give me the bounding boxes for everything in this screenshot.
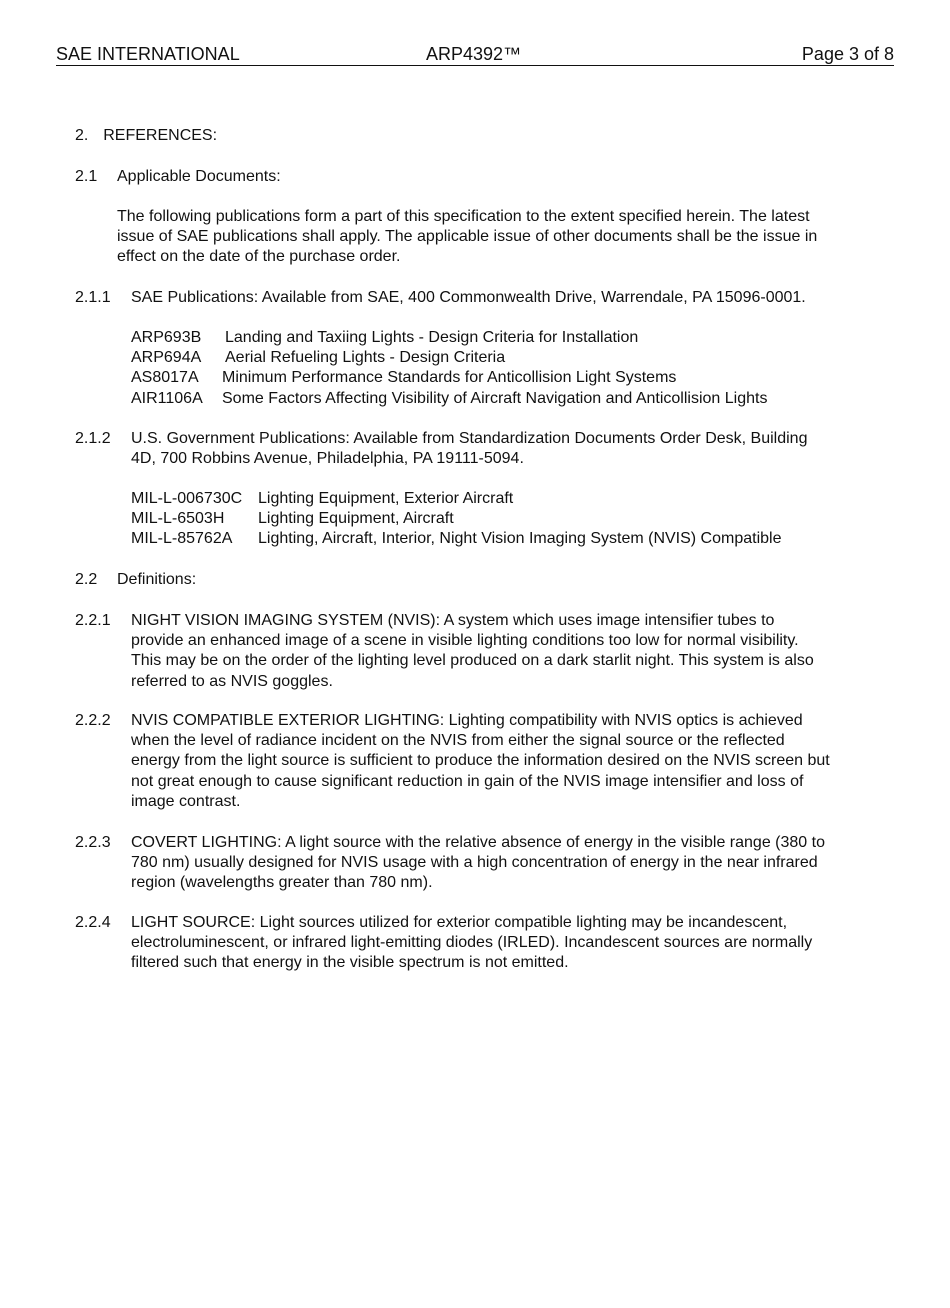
paragraph-line: NVIS COMPATIBLE EXTERIOR LIGHTING: Lighting compatibility with NVIS optics is achieved [131, 712, 803, 729]
paragraph-line: not great enough to cause significant reduction in gain of the NVIS image intensifier and loss of [131, 772, 804, 790]
reference-title: Minimum Performance Standards for Anticollision Light Systems [222, 369, 677, 387]
paragraph-line: COVERT LIGHTING: A light source with the relative absence of energy in the visible range (380 to [131, 834, 825, 851]
paragraph-line: issue of SAE publications shall apply. The applicable issue of other documents shall be the issue in [117, 228, 818, 246]
paragraph-line: provide an enhanced image of a scene in visible lighting conditions too low for normal visibility. [131, 632, 799, 650]
paragraph-line: NIGHT VISION IMAGING SYSTEM (NVIS): A system which uses image intensifier tubes to [131, 612, 775, 629]
paragraph-line: region (wavelengths greater than 780 nm). [131, 874, 433, 892]
section-2-2-title: Definitions: [117, 571, 197, 588]
reference-title: Landing and Taxiing Lights - Design Criteria for Installation [225, 329, 639, 346]
section-number: 2. [75, 127, 89, 144]
reference-code: ARP694A [131, 349, 202, 367]
government-reference-list [131, 489, 781, 550]
reference-code: ARP693B [131, 329, 202, 346]
reference-title: Lighting, Aircraft, Interior, Night Vision Imaging System (NVIS) Compatible [258, 530, 782, 548]
paragraph-line: U.S. Government Publications: Available from Standardization Documents Order Desk, Building [131, 430, 808, 447]
header-page-number: Page 3 of 8 [801, 44, 894, 64]
paragraph-line: The following publications form a part of this specification to the extent specified herein. The latest [117, 208, 810, 225]
section-2-2-3-number: 2.2.3 [75, 834, 111, 851]
paragraph-line: 4D, 700 Robbins Avenue, Philadelphia, PA 19111-5094. [131, 450, 524, 468]
reference-title: Lighting Equipment, Exterior Aircraft [258, 490, 514, 507]
paragraph-line: LIGHT SOURCE: Light sources utilized for exterior compatible lighting may be incandescent, [131, 914, 788, 931]
section-2-1-2-number: 2.1.2 [75, 430, 111, 447]
section-2-2-2-text [131, 711, 830, 812]
reference-code: AIR1106A [131, 389, 203, 407]
section-2-1-title: Applicable Documents: [117, 168, 281, 185]
paragraph-line: effect on the date of the purchase order. [117, 248, 401, 266]
reference-code: MIL-L-6503H [131, 510, 225, 528]
paragraph-line: This may be on the order of the lighting level produced on a dark starlit night. This system is also [131, 652, 814, 670]
section-2-2-3-text [131, 833, 825, 894]
page-header [56, 43, 894, 66]
section-2-1-2-text [131, 429, 807, 469]
header-organization: SAE INTERNATIONAL [56, 44, 240, 64]
paragraph-line: 780 nm) usually designed for NVIS usage with a high concentration of energy in the near infrared [131, 854, 818, 872]
paragraph-line: energy from the light source is sufficient to produce the information desired on the NVIS screen but [131, 752, 830, 770]
reference-item [131, 389, 767, 409]
reference-item [131, 368, 767, 388]
reference-title: Aerial Refueling Lights - Design Criteria [225, 349, 506, 367]
reference-item [131, 348, 767, 368]
reference-title: Lighting Equipment, Aircraft [258, 510, 454, 528]
section-2-1-1-text: SAE Publications: Available from SAE, 400 Commonwealth Drive, Warrendale, PA 15096-0001. [131, 289, 806, 306]
section-2-2-number: 2.2 [75, 571, 98, 588]
section-2-1-number: 2.1 [75, 168, 98, 185]
reference-item [131, 529, 781, 549]
reference-code: MIL-L-85762A [131, 530, 233, 548]
paragraph-line: filtered such that energy in the visible spectrum is not emitted. [131, 954, 569, 972]
paragraph-line: when the level of radiance incident on the NVIS from either the signal source or the reflected [131, 732, 785, 750]
section-2-2-2-number: 2.2.2 [75, 712, 111, 729]
paragraph-line: image contrast. [131, 792, 241, 810]
section-2-heading [75, 126, 217, 146]
section-2-2-4-number: 2.2.4 [75, 914, 111, 931]
reference-item [131, 328, 767, 348]
section-title: REFERENCES: [103, 127, 218, 144]
reference-code: MIL-L-006730C [131, 490, 243, 507]
section-2-1-paragraph [117, 207, 817, 268]
reference-item [131, 489, 781, 509]
reference-code: AS8017A [131, 369, 199, 387]
paragraph-line: referred to as NVIS goggles. [131, 672, 333, 690]
reference-item [131, 509, 781, 529]
section-2-2-4-text [131, 913, 812, 974]
section-2-1-1-number: 2.1.1 [75, 289, 111, 306]
sae-reference-list [131, 328, 767, 409]
reference-title: Some Factors Affecting Visibility of Aircraft Navigation and Anticollision Lights [222, 389, 768, 407]
paragraph-line: electroluminescent, or infrared light-emitting diodes (IRLED). Incandescent sources are normally [131, 934, 813, 952]
header-document-number: ARP4392™ [426, 44, 522, 64]
section-2-2-1-number: 2.2.1 [75, 612, 111, 629]
section-2-2-1-text [131, 611, 814, 692]
